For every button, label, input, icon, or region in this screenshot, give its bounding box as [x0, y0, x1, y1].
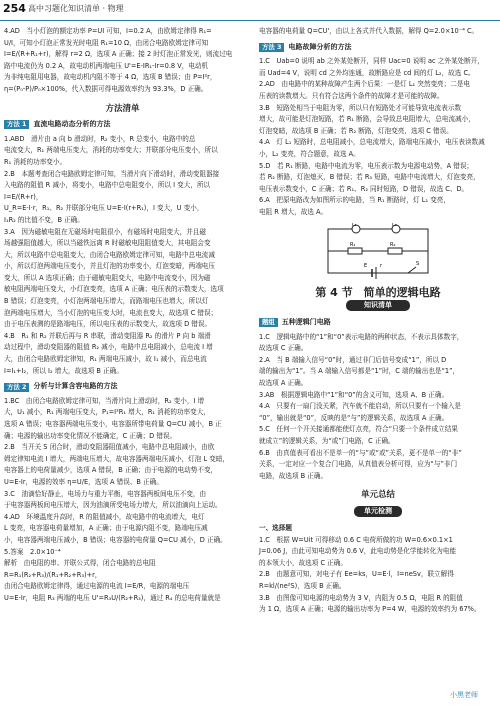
method3-tag: 方法 3	[259, 43, 284, 52]
method1-answers: 1.ABD 滑片由 a 向 b 滑动时，R₂ 变小，R 总变小，电路中的总 电流变大，R₁ 两端电压变大，消耗的功率变大；并联部分电压变小，所以 R₁ 消耗的功率变小。 2.B 本题考查闭合电路欧姆定律可知，当滑片向下滑动时，滑动变阻器接 入电路的阻值 R 减小，将变小，电路中总电阻变小，所以 I 变大，所以 I=E/(R+r)， U_R=E-I·r，R₁、R₂ 并联部分电压 U=E-I(r+R₁)，I 变大，U 变小， I₁R₂ 的比值不变，B 正确。 3.A 因为磁敏电阻在无磁场时电阻很小，有磁场时电阻变大，并且磁 场越强阻值越大，所以当磁铁远离 R 时磁敏电阻阻值变大，其电阻会变 大，所以电路中总电阻变大，由闭合电路欧姆定律可知，电路中总电流减 小，所以灯泡两端电压变小，并且灯泡的功率变小，灯泡变暗，两端电压 变大，所以 A 选项正确；由于磁敏电阻变大，电路中电流变小，因为磁 敏电阻两端电压变大，小灯泡变亮，选项 A 正确；电压表的示数变大，选项 B 错误；灯泡变亮，小灯泡两端电压增大，而路端电压也增大，所以灯 泡两端电压增大，当小灯泡的电压变大时，电流也变大，故选项 C 错误； 由于电压表测的是路端电压，所以电压表的示数变大，故选项 D 错误。 4.B R₁ 和 R₂ 并联后再与 R 串联，滑动变阻器 R₂ 的滑片 P 向 b 端滑 动过程中，滑动变阻器的阻值 R₂ 减小，电路中总电阻减小，总电流 I 增 大，由闭合电路欧姆定律知，R₁ 两端电压减小，故 I₁ 减小，而总电流 I=I₁+I₂，所以 I₂ 增大，故选项 B 正确。	[4, 134, 224, 375]
method2-heading	[4, 381, 241, 393]
topic-title: 五种逻辑门电路	[281, 318, 331, 327]
circuit-svg	[318, 223, 438, 279]
method3-heading	[259, 42, 497, 54]
label-l1: L₁	[352, 222, 357, 228]
method2-answers: 1.BC 由闭合电路欧姆定律可知，当滑片向上滑动时，R₂ 变小，I 增 大，U₁ 减小，R₁ 两端电压变大，P₁=I²R₁ 增大，R₁ 消耗的功率变大， 选项 A 错误；电容器两端电压变小，电容器所带电荷量 Q=CU 减小，B 正 确；电源的输出功率变化情况不能确定，C 正确；D 错误。 2.B 当开关 S 闭合时，滑动变阻器阻值减小，电路中总电阻减小，由欧 姆定律知电流 I 增大，两端电压增大，故电容器两端电压减小，灯泡 L 变暗， 电容器上的电荷量减少，选项 A 错误，B 正确；由于电源的电动势不变， U=E-Ir，电源的效率 η=U/E，选项 A 错误、B 正确。 3.C 油滴恰好静止，电场力与重力平衡，电容器两板间电压不变，由 于电容器两板间电压增大，因为油滴所受电场力增大，所以油滴向上运动。 4.AD 环境温度升高时，R 的阻值减小，故电路中的电流增大，电灯 L 变亮，电容器电荷量增加，A 正确；由于电源内阻不变，路端电压减 小，电容器两端电压减小，B 错误；电容器的电荷量 Q=CU 减小，D 正确。 5.答案 2.0×10⁻⁴ 解析 由电阻的串、并联公式得，闭合电路的总电阻 R=R₁(R₂+R₃)/(R₁+R₂+R₃)+r， 由闭合电路欧姆定律得，通过电源的电流 I=E/R，电源的端电压 U=E-Ir，电阻 R₃ 两端的电压 U'=R₃U/(R₂+R₃)，通过 R₄ 的总电荷量就是	[4, 396, 230, 602]
unit-title: 单元总结	[360, 490, 395, 501]
circuit-diagram	[318, 223, 438, 279]
method3-title: 电路故障分析的方法	[288, 42, 352, 51]
summary-answers: 1.C 根据 W=Uit 可得移动 0.6 C 电荷所做的功 W=0.6×0.1×1 J=0.06 J，由此可知电动势为 0.6 V，此电动势是化学能转化为电能 的本领大小，故选项 C 正确。 2.B 由题意可知，对电子有 Ee=ks，U=E·l，I=neSv，联立解得 R=kl/(ne²S)，选项 B 正确。 3.B 由图像可知电源的电动势为 3 V，内阻为 0.5 Ω，电阻 R 的阻值 为 1 Ω，选项 A 正确；电源的输出功率为 P=4 W，电源的效率约为 67%。	[259, 535, 481, 614]
section-title: 方法清单	[105, 103, 140, 114]
method2-title: 分析与计算含容电路的方法	[33, 382, 118, 391]
topic-tag: 题组	[259, 318, 278, 327]
resistor-r1-icon	[348, 248, 362, 254]
watermark: 小黑老师	[450, 691, 478, 699]
page-header	[0, 0, 500, 21]
label-r1: R₁	[350, 241, 356, 248]
unit-test-pill: 单元检测	[354, 506, 402, 517]
method2-tag: 方法 2	[4, 383, 29, 392]
method1-heading	[4, 119, 241, 131]
carryover-line: 电容器的电荷量 Q=CU'，由以上各式并代入数据，解得 Q=2.0×10⁻⁴ C。	[259, 27, 479, 35]
knowledge-list-pill: 知识清单	[346, 300, 410, 311]
label-e: E	[364, 262, 368, 269]
book-title: 高中习题化知识清单 · 物理	[28, 4, 124, 13]
page-number: 254	[3, 2, 26, 15]
logic-answers: 1.C 逻辑电路中的“1”和“0”表示电路的两种状态，不表示具体数字， 故选项 C 正确。 2.A 当 B 端输入信号“0”时，通过非门后信号变成“1”，所以 D 端的输出为“1”。当 A 端输入信号都是“1”时，C 端的输出也是“1”， 故选项 A 正确。 3.AB 根据逻辑电路中“1”和“0”的含义可知，选项 A、B 正确。 4.A 只要有一扇门没关紧，汽车就不能启动，所以只要有一个输入是 “0”，输出就是“0”，反映的是“与”的逻辑关系，故选项 A 正确。 5.C 任何一个开关接通都能使灯点亮，符合“只要一个条件成立结果 就成立”的逻辑关系，为“或”门电路，C 正确。 6.B 由真值表可看出不是单一的“与”或“或”关系，更不是单一的“非” 关系，一定对应一个复合门电路，从真值表分析可得，应为“与”非门 电路，故选项 B 正确。	[259, 332, 464, 480]
topic-heading	[259, 317, 497, 329]
resistor-r2-icon	[388, 248, 402, 254]
intro-block: 4.AD 当小灯泡的额定功率 P=UI 可知，I=0.2 A，由欧姆定律得 R₁= U/I，可知小灯泡正常发光时电阻 R₁=10 Ω，由闭合电路欧姆定律可知 I=E/(R+R₁+r)，解得 r=2 Ω，选项 A 正确；接 2 时灯泡正常发光，则流过电 路中电流仍为 0.2 A，故电动机两端电压 U'=E-IR₁-Ir=0.8 V，电动机 为非纯电阻用电器，故电动机内阻不等于 4 Ω，选项 B 错误；由 P=I²r， η=(P₀-P)/P₀×100%，代入数据可得电源效率约为 93.3%，D 正确。	[4, 27, 233, 93]
choice-heading: 一、选择题	[259, 524, 292, 532]
method1-tag: 方法 1	[4, 120, 29, 129]
left-column	[4, 26, 241, 605]
label-l2: L₂	[392, 222, 397, 228]
method1-title: 直流电路动态分析的方法	[33, 120, 111, 129]
method3-answers: 1.C Uab=0 说明 ab 之外某处断开，同样 Uac=0 说明 ac 之外某处断开， 而 Uad=4 V，说明 cd 之外均连通，故断路应是 cd 间的灯 L₂，故选 C。 2.AD 由电路中的某种故障产生两个后果：一是灯 L₁ 突然变亮；二是电 压表的读数增大。只有符合这两个条件的故障才是可能的故障。 3.B 短路处相当于电阻为零，所以只有短路处才可能导致电流表示数 增大，故可能是灯泡短路，若 R₁ 断路，会导致总电阻增大，总电流减小， 灯泡变暗，故选项 B 正确；若 R₂ 断路，灯泡变亮，选项 C 错误。 4.A 灯 L₁ 短路时，总电阻减小，总电流增大，路端电压减小，电压表读数减 小，L₂ 变亮，符合题意，故选 A。 5.D 若 R₁ 断路，电路中电流为零，电压表示数为电源电动势，A 错误； 若 R₂ 断路，灯泡熄灭，B 错误；若 R₃ 短路，电路中电流增大，灯泡变亮， 电压表示数变小，C 正确；若 R₁、R₂ 同时短路，D 错误，故选 C、D。 6.A 把原电路改为如图所示的电路，当 R₁ 断路时，灯 L₁ 变亮， 电阻 R 增大，故选 A。	[259, 57, 485, 216]
switch-icon	[408, 267, 416, 273]
label-s: S	[416, 260, 420, 267]
chapter-title: 第 4 节 简单的逻辑电路	[315, 285, 441, 299]
label-r2: R₂	[390, 241, 396, 248]
right-column	[259, 26, 497, 616]
label-r: r	[380, 262, 383, 269]
